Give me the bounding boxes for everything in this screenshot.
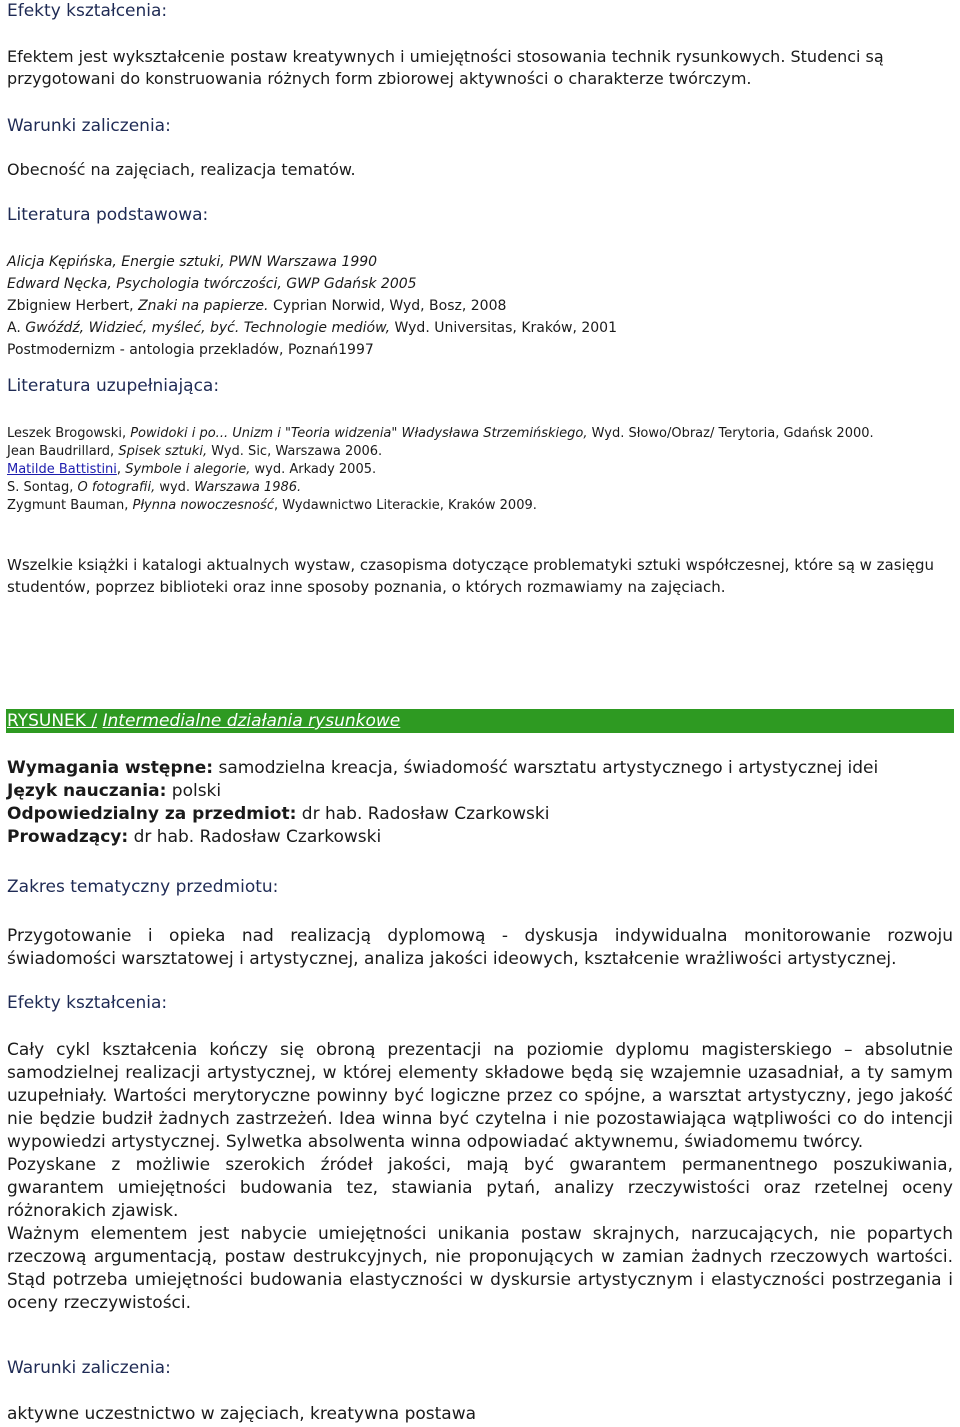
citation-part: wyd. (155, 480, 195, 495)
literature-item (7, 251, 617, 273)
citation-part: Warszawa 1986. (194, 480, 302, 495)
citation-part: Wyd. Słowo/Obraz/ Terytoria, Gdańsk 2000. (587, 426, 874, 441)
citation-part: Zbigniew Herbert, (7, 298, 139, 314)
course-banner (6, 709, 954, 733)
heading-zakres-tematyczny: Zakres tematyczny przedmiotu: (7, 877, 279, 897)
citation-part: O fotografii, (77, 480, 156, 495)
citation-part: Powidoki i po... Unizm i "Teoria widzenia" Władysława Strzemińskiego, (130, 426, 588, 441)
wszelkie-paragraph: Wszelkie książki i katalogi aktualnych wystaw, czasopisma dotyczące problematyki sztuki współczesnej, które są w zasięgu studentów, poprzez biblioteki oraz inne sposoby poznania, o których rozmawiamy na zajęciach. (7, 556, 934, 596)
citation-part: A. (7, 320, 26, 336)
citation-part: Wyd. Universitas, Kraków, 2001 (390, 320, 617, 336)
field-label: Język nauczania: (7, 781, 167, 801)
literature-item (7, 317, 617, 339)
efekty-course-text (7, 1039, 953, 1315)
citation-part: Leszek Brogowski, (7, 426, 131, 441)
heading-warunki-zaliczenia: Warunki zaliczenia: (7, 116, 171, 136)
citation-part: Wyd, Bosz, 2008 (389, 298, 507, 314)
literature-item (7, 295, 617, 317)
citation-part: , Wydawnictwo Literackie, Kraków 2009. (273, 498, 537, 513)
zakres-paragraph: Przygotowanie i opieka nad realizacją dyplomową - dyskusja indywidualna monitorowanie rozwoju świadomości warsztatowej i artystycznej, analiza jakości ideowych, kształcenie wrażliwości artystycznej. (7, 926, 953, 969)
field-label: Odpowiedzialny za przedmiot: (7, 804, 297, 824)
course-field (7, 757, 878, 780)
field-value: dr hab. Radosław Czarkowski (128, 827, 382, 847)
warunki-course-paragraph: aktywne uczestnictwo w zajęciach, kreatywna postawa (7, 1404, 477, 1424)
literature-item (7, 479, 953, 497)
citation-part: Spisek sztuki, (118, 444, 208, 459)
literature-item (7, 497, 953, 515)
efekty-paragraph: Ważnym elementem jest nabycie umiejętności unikania postaw skrajnych, narzucających, nie popartych rzeczową argumentacją, postaw destrukcyjnych, nie proponujących w zamian żadnych rzeczowych wartości. Stąd potrzeba umiejętności budowania elastyczności w dyskursie artystycznym i elastyczności postrzegania i oceny rzeczywistości. (7, 1224, 953, 1313)
citation-part: Technologie mediów, (243, 320, 391, 336)
heading-efekty-ksztalcenia-course: Efekty kształcenia: (7, 993, 168, 1013)
author-link[interactable]: Matilde Battistini (7, 462, 117, 477)
citation-part: wyd. Arkady 2005. (250, 462, 377, 477)
course-field (7, 803, 878, 826)
citation-part: Gwóźdź, Widzieć, myśleć, być. (25, 320, 240, 336)
literature-item (7, 425, 953, 443)
heading-efekty-ksztalcenia: Efekty kształcenia: (7, 1, 168, 21)
citation-part: Postmodernizm - antologia przekladów, Poznań1997 (7, 342, 374, 358)
literature-item (7, 273, 617, 295)
field-label: Prowadzący: (7, 827, 129, 847)
field-value: samodzielna kreacja, świadomość warsztatu artystycznego i artystycznej idei (213, 758, 879, 778)
citation-part: , (116, 462, 126, 477)
literature-item (7, 339, 617, 361)
course-code: RYSUNEK / (7, 711, 98, 731)
literature-item (7, 461, 953, 479)
heading-warunki-zaliczenia-course: Warunki zaliczenia: (7, 1358, 171, 1378)
field-value: dr hab. Radosław Czarkowski (296, 804, 550, 824)
literatura-uzupelniajaca-list (7, 425, 953, 515)
citation-part: Jean Baudrillard, (7, 444, 119, 459)
efekty-paragraph: Efektem jest wykształcenie postaw kreatywnych i umiejętności stosowania technik rysunkowych. Studenci są przygotowani do konstruowania różnych form zbiorowej aktywności o charakterze twórczym. (7, 47, 884, 88)
citation-part: Zygmunt Bauman, (7, 498, 133, 513)
citation-part: Płynna nowoczesność (132, 498, 274, 513)
field-value: polski (166, 781, 222, 801)
heading-literatura-podstawowa: Literatura podstawowa: (7, 205, 209, 225)
field-label: Wymagania wstępne: (7, 758, 214, 778)
course-fields (7, 757, 878, 849)
citation-part: Znaki na papierze. (138, 298, 269, 314)
course-title: Intermedialne działania rysunkowe (102, 711, 401, 731)
citation-part: Wyd. Sic, Warszawa 2006. (207, 444, 383, 459)
heading-literatura-uzupelniajaca: Literatura uzupełniająca: (7, 376, 220, 396)
citation-part: Symbole i alegorie, (125, 462, 251, 477)
efekty-paragraph: Cały cykl kształcenia kończy się obroną prezentacji na poziomie dyplomu magisterskiego – absolutnie samodzielnej realizacji artystycznej, w której elementy składowe będą się wzajemnie uzasadniał, a ty samym uzupełniały. Wartości merytoryczne powinny być logiczne przez co spójne, a warsztat artystyczny, jego jakość nie będzie budził żadnych zastrzeżeń. Idea winna być czytelna i nie pozostawiająca wątpliwości co do intencji wypowiedzi artystycznej. Sylwetka absolwenta winna odpowiadać aktywnemu, świadomemu twórcy. (7, 1040, 953, 1152)
citation-part: S. Sontag, (7, 480, 78, 495)
literature-item (7, 443, 953, 461)
literatura-podstawowa-list (7, 251, 617, 361)
course-field (7, 780, 878, 803)
efekty-paragraph: Pozyskane z możliwie szerokich źródeł jakości, mają być gwarantem permanentnego poszukiwania, gwarantem umiejętności budowania tez, stawiania pytań, analizy rzeczywistości oraz rzetelnej oceny różnorakich zjawisk. (7, 1155, 953, 1221)
warunki-paragraph: Obecność na zajęciach, realizacja tematów. (7, 160, 356, 179)
course-field (7, 826, 878, 849)
citation-part: Cyprian Norwid, (268, 298, 390, 314)
citation-part: Alicja Kępińska, Energie sztuki, PWN Warszawa 1990 (7, 254, 378, 270)
citation-part: Edward Nęcka, Psychologia twórczości, GWP Gdańsk 2005 (7, 276, 417, 292)
